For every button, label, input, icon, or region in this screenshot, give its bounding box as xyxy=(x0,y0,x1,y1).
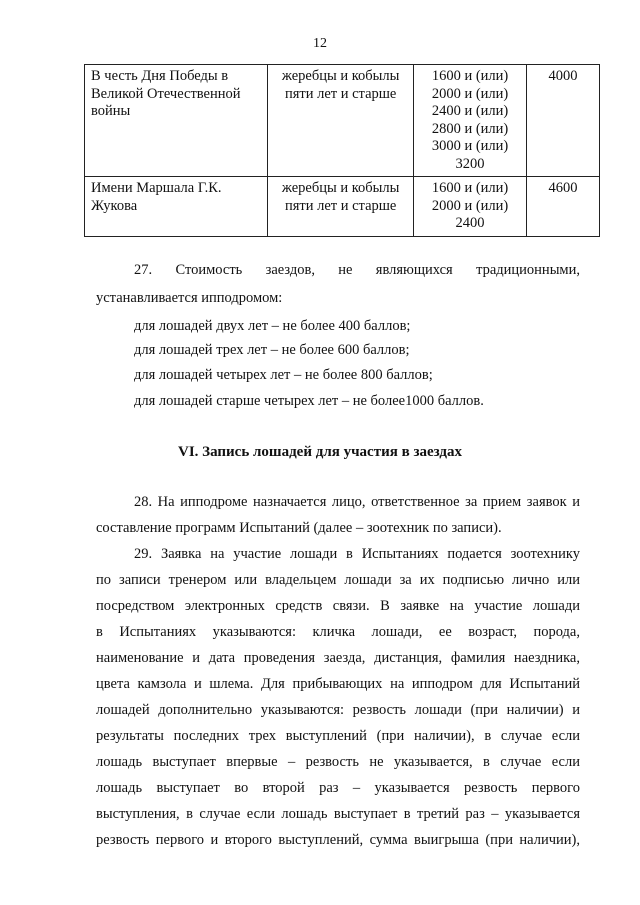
distance-line: 3200 xyxy=(455,155,485,172)
distances xyxy=(414,177,527,237)
paragraph-line: цвета камзола и шлема. Для прибывающих на ипподром для Испытаний xyxy=(96,676,580,692)
horses-category: жеребцы и кобылы пяти лет и старше xyxy=(268,177,414,237)
distance-line: 2800 и (или) xyxy=(431,120,509,137)
paragraph-line: резвость первого и второго выступлений, сумма выигрыша (при наличии), xyxy=(96,832,580,848)
paragraph-line: по записи тренером или владельцем лошади за их подписью лично или xyxy=(96,572,580,588)
paragraph-line: 28. На ипподроме назначается лицо, ответственное за прием заявок и xyxy=(134,494,580,510)
list-item: для лошадей четырех лет – не более 800 баллов; xyxy=(134,367,433,383)
paragraph-line: устанавливается ипподромом: xyxy=(96,290,283,306)
distance-line: 2000 и (или) xyxy=(431,197,509,214)
race-name: Имени Маршала Г.К. Жукова xyxy=(85,177,268,237)
list-item: для лошадей старше четырех лет – не более1000 баллов. xyxy=(134,393,484,409)
distances xyxy=(414,65,527,177)
points: 4000 xyxy=(526,65,599,177)
distance-line: 3000 и (или) xyxy=(431,138,509,154)
list-item: для лошадей двух лет – не более 400 баллов; xyxy=(134,318,411,334)
distance-line: 1600 и (или) xyxy=(431,68,509,84)
page-number: 12 xyxy=(313,36,327,51)
table-row xyxy=(85,177,600,237)
distance-line: 2000 и (или) xyxy=(431,85,509,102)
section-heading: VI. Запись лошадей для участия в заездах xyxy=(178,444,462,460)
paragraph-line: наименование и дата проведения заезда, дистанция, фамилия наездника, xyxy=(96,650,580,666)
paragraph-line: составление программ Испытаний (далее – зоотехник по записи). xyxy=(96,520,502,536)
paragraph-line: лошадь выступает во второй раз – указывается резвость первого xyxy=(96,780,580,796)
list-item: для лошадей трех лет – не более 600 баллов; xyxy=(134,342,410,358)
paragraph-line: результаты последних трех выступлений (при наличии), в случае если xyxy=(96,728,580,744)
paragraph-line: выступления, в случае если лошадь выступает в третий раз – указывается xyxy=(96,806,580,822)
paragraph-line: посредством электронных средств связи. В заявке на участие лошади xyxy=(96,598,580,614)
paragraph-line: лошадей дополнительно указываются: резвость лошади (при наличии) и xyxy=(96,702,580,718)
paragraph-line: 29. Заявка на участие лошади в Испытаниях подается зоотехнику xyxy=(134,546,580,562)
distance-line: 2400 и (или) xyxy=(431,103,509,119)
distance-line: 2400 xyxy=(455,215,485,231)
table-row xyxy=(85,65,600,177)
race-name: В честь Дня Победы в Великой Отечественной войны xyxy=(85,65,268,177)
paragraph-line: в Испытаниях указываются: кличка лошади, ее возраст, порода, xyxy=(96,624,580,640)
races-table xyxy=(84,64,600,237)
distance-line: 1600 и (или) xyxy=(431,180,509,196)
paragraph-line: 27. Стоимость заездов, не являющихся традиционными, xyxy=(134,262,580,278)
paragraph-line: лошадь выступает впервые – резвость не указывается, в случае если xyxy=(96,754,580,770)
horses-category: жеребцы и кобылы пяти лет и старше xyxy=(268,65,414,177)
points: 4600 xyxy=(526,177,599,237)
